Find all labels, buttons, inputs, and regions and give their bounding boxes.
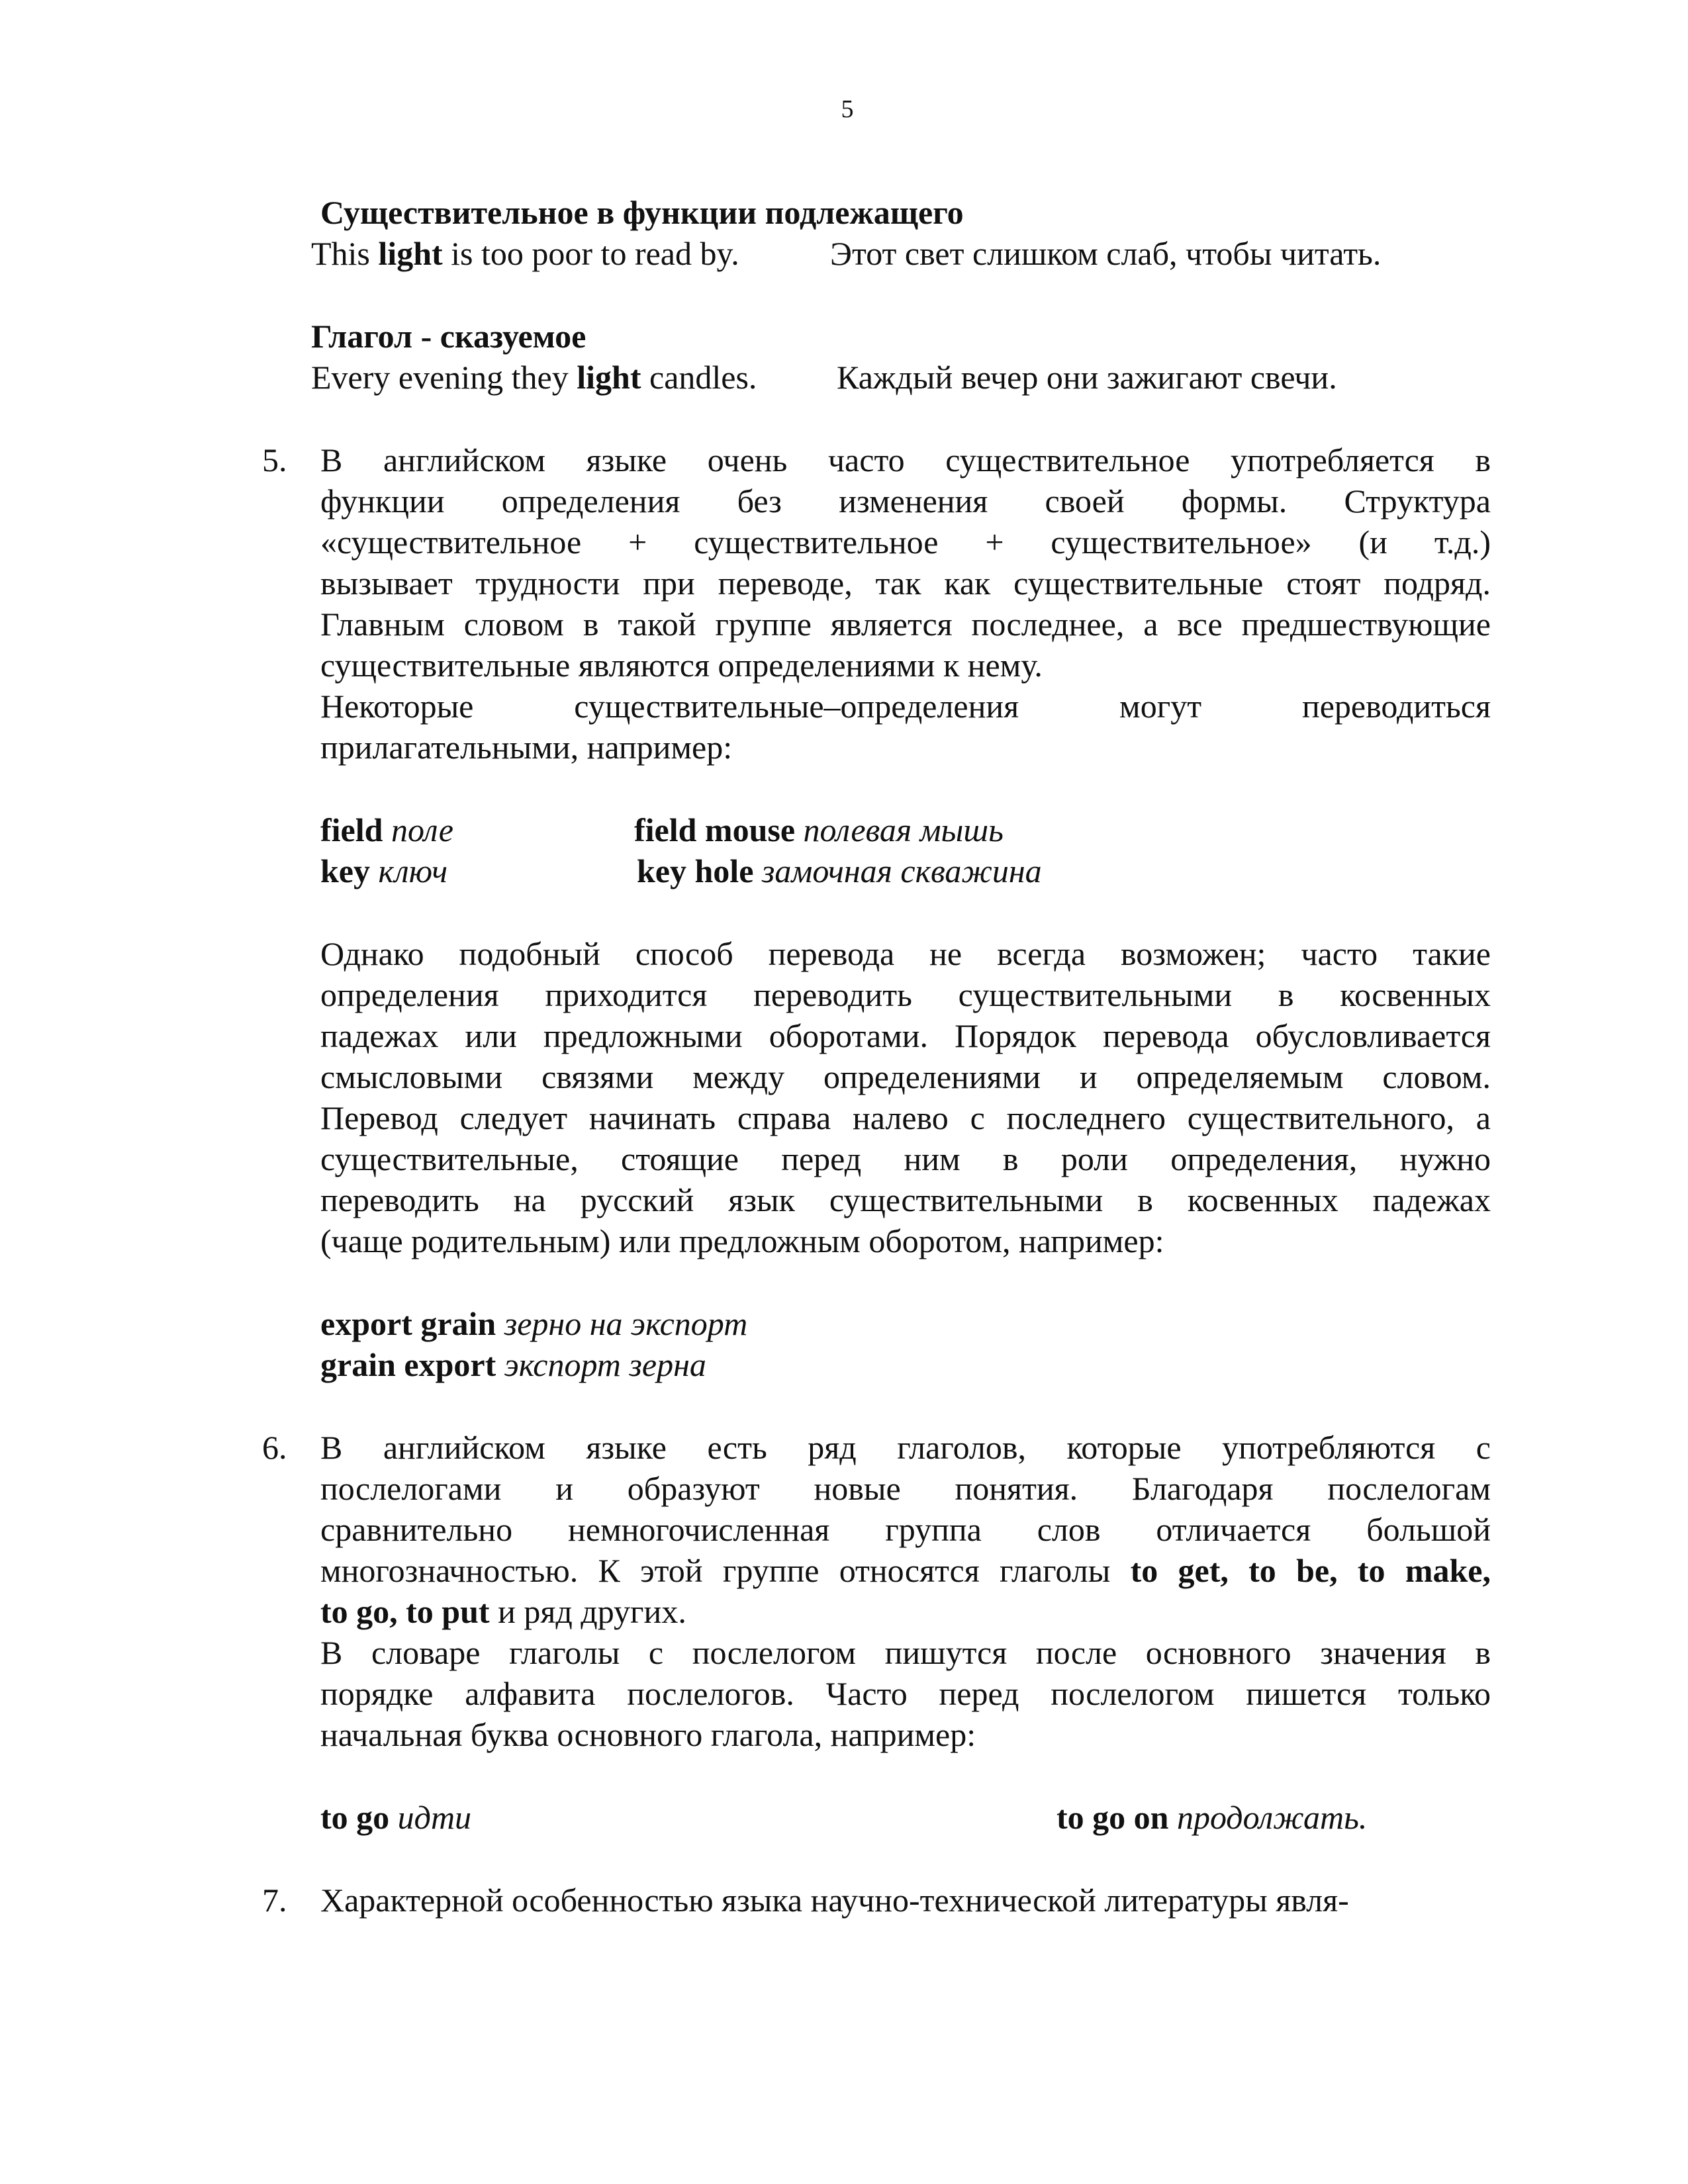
item5-para2-line: Однако подобный способ перевода не всегда возможен; часто такие [320,935,1491,972]
item5-line: вызывает трудности при переводе, так как существительные стоят подряд. [320,565,1491,602]
item5-line: Главным словом в такой группе является последнее, а все предшествующие [320,606,1491,643]
item5-line: В английском языке очень часто существительное употребляется в [320,441,1491,478]
item6-line: порядке алфавита послелогов. Часто перед послелогом пишется только [320,1675,1491,1712]
item7-line: Характерной особенностью языка научно-технической литературы явля- [320,1882,1349,1919]
example-export-grain: export grain зерно на экспорт [320,1305,748,1342]
verb-heading: Глагол - сказуемое [311,318,586,355]
example-field-mouse: field mouse полевая мышь [634,811,1004,848]
verb-example-ru: Каждый вечер они зажигают свечи. [837,359,1337,396]
example-key: key ключ [320,852,448,889]
page-number: 5 [841,95,854,123]
item6-line: многозначностью. К этой группе относятся глаголы to get, to be, to make, [320,1552,1491,1589]
item5-para2-line: определения приходится переводить существительными в косвенных [320,976,1491,1013]
item5-line: «существительное + существительное + существительное» (и т.д.) [320,523,1491,561]
item6-line: В словаре глаголы с послелогом пишутся после основного значения в [320,1634,1491,1671]
item6-line: to go, to put и ряд других. [320,1593,686,1630]
item6-line: послелогами и образуют новые понятия. Благодаря послелогам [320,1470,1491,1507]
example-key-hole: key hole замочная скважина [637,852,1042,889]
example-field: field поле [320,811,453,848]
item5-para2-line: существительные, стоящие перед ним в роли определения, нужно [320,1140,1491,1177]
example-to-go-on: to go on продолжать. [1056,1799,1368,1836]
item5-para2-line: смысловыми связями между определениями и определяемым словом. [320,1058,1491,1095]
item6-line: В английском языке есть ряд глаголов, которые употребляются с [320,1429,1491,1466]
item5-line: существительные являются определениями к нему. [320,647,1043,684]
subject-example-ru: Этот свет слишком слаб, чтобы читать. [830,235,1382,272]
item5-para2-line: Перевод следует начинать справа налево с последнего существительного, а [320,1099,1491,1136]
item5-para2-line: падежах или предложными оборотами. Порядок перевода обусловливается [320,1017,1491,1054]
verb-example-en: Every evening they light candles. [311,359,757,396]
item5-number: 5. [262,441,287,478]
item6-line: сравнительно немногочисленная группа слов отличается большой [320,1511,1491,1548]
item6-number: 6. [262,1429,287,1466]
item5-line: функции определения без изменения своей формы. Структура [320,482,1491,520]
item5-line: прилагательными, например: [320,729,733,766]
subject-example-en: This light is too poor to read by. [311,235,739,272]
item7-number: 7. [262,1882,287,1919]
item6-line: начальная буква основного глагола, например: [320,1716,976,1753]
item5-line: Некоторые существительные–определения могут переводиться [320,688,1491,725]
item5-para2-line: (чаще родительным) или предложным оборотом, например: [320,1222,1164,1259]
subject-heading: Существительное в функции подлежащего [320,194,964,231]
example-grain-export: grain export экспорт зерна [320,1346,706,1383]
item5-para2-line: переводить на русский язык существительными в косвенных падежах [320,1181,1491,1218]
example-to-go: to go идти [320,1799,472,1836]
